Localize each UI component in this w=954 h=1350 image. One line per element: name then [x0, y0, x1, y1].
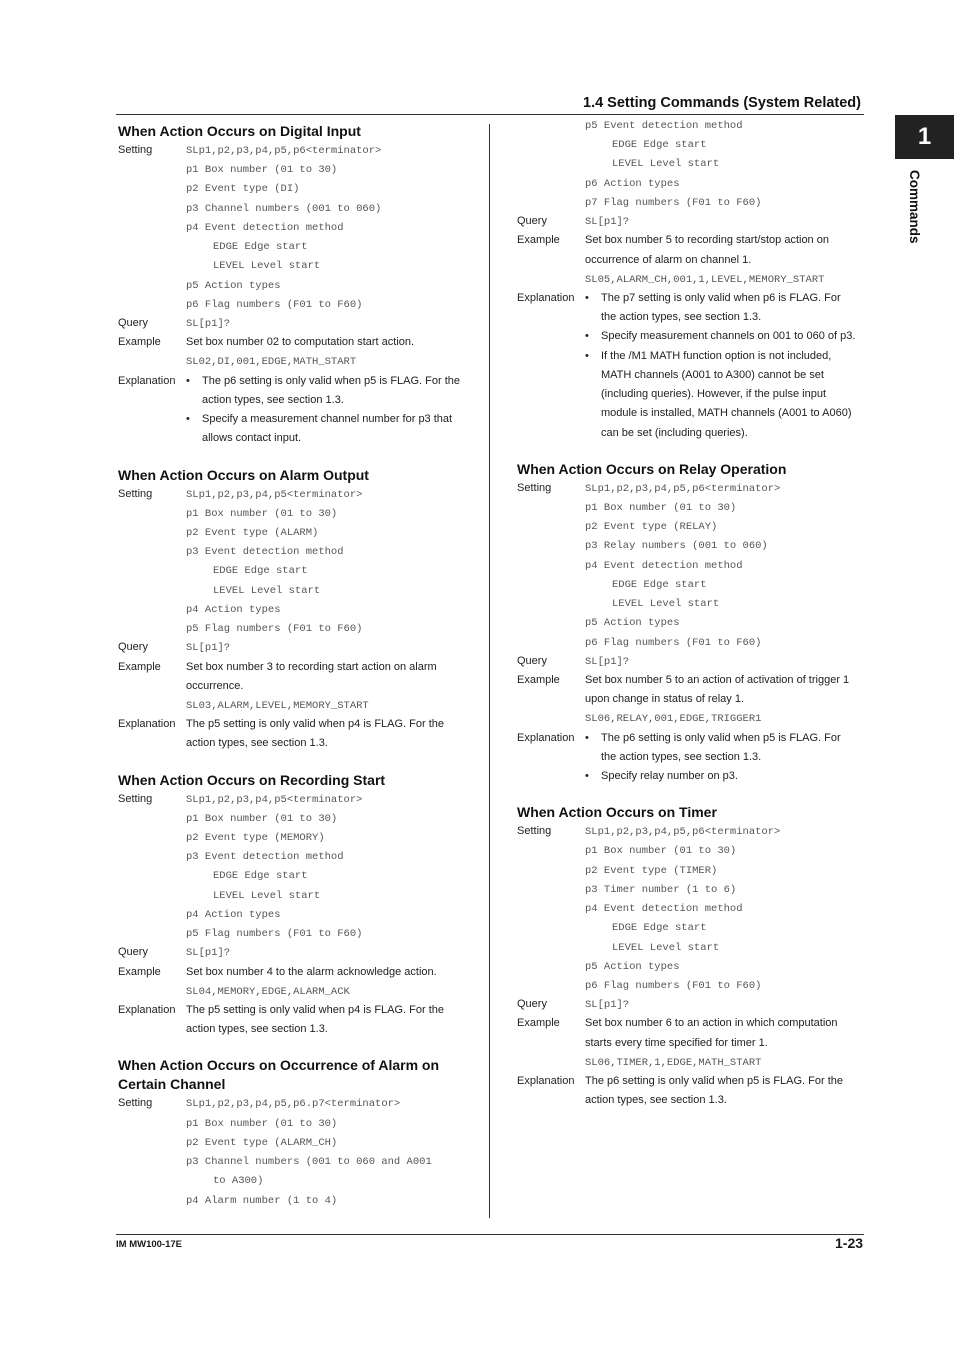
command-line: p2 Event type (RELAY): [585, 521, 718, 534]
command-line: p3 Channel numbers (001 to 060 and A001: [186, 1156, 432, 1169]
field-label-setting: Setting: [118, 792, 153, 805]
command-line: to A300): [213, 1175, 264, 1188]
bullet-text: Specify measurement channels on 001 to 060 of p3.: [601, 330, 856, 343]
command-line: LEVEL Level start: [213, 584, 321, 597]
command-line: EDGE Edge start: [612, 578, 707, 591]
command-line: SLp1,p2,p3,p4,p5,p6.p7<terminator>: [186, 1098, 401, 1111]
field-label-query: Query: [118, 316, 148, 329]
prose-text: The p5 setting is only valid when p4 is FLAG. For the: [186, 1004, 445, 1017]
command-line: EDGE Edge start: [213, 870, 308, 883]
prose-text: Set box number 4 to the alarm acknowledge action.: [186, 965, 437, 978]
command-line: p3 Event detection method: [186, 851, 344, 864]
command-line: EDGE Edge start: [213, 565, 308, 578]
command-line: SL06,RELAY,001,EDGE,TRIGGER1: [585, 713, 762, 726]
prose-text: The p5 setting is only valid when p4 is FLAG. For the: [186, 718, 445, 731]
command-line: p5 Flag numbers (F01 to F60): [186, 623, 363, 636]
page-number: 1-23: [835, 1235, 864, 1251]
command-line: EDGE Edge start: [612, 139, 707, 152]
bullet-marker: •: [585, 731, 589, 744]
section-title: Certain Channel: [118, 1076, 226, 1093]
command-line: p5 Action types: [186, 279, 281, 292]
bullet-text: the action types, see section 1.3.: [601, 311, 762, 324]
section-title: When Action Occurs on Digital Input: [118, 123, 361, 139]
field-label-example: Example: [118, 660, 161, 673]
command-line: LEVEL Level start: [612, 941, 720, 954]
prose-text: starts every time specified for timer 1.: [585, 1036, 768, 1049]
bullet-text: The p6 setting is only valid when p5 is FLAG. For the: [202, 374, 461, 387]
command-line: p6 Flag numbers (F01 to F60): [186, 298, 363, 311]
prose-text: occurrence.: [186, 679, 244, 692]
section-title: When Action Occurs on Recording Start: [118, 771, 386, 788]
command-line: SL[p1]?: [186, 317, 231, 330]
field-label-example: Example: [118, 336, 161, 349]
bullet-marker: •: [186, 413, 190, 426]
field-label-setting: Setting: [118, 144, 153, 156]
bullet-text: the action types, see section 1.3.: [601, 750, 762, 763]
command-line: SL06,TIMER,1,EDGE,MATH_START: [585, 1056, 762, 1069]
prose-text: Set box number 6 to an action in which computation: [585, 1017, 838, 1030]
command-line: LEVEL Level start: [213, 260, 321, 273]
header-rule: [116, 114, 864, 115]
bullet-text: (including queries). However, if the pulse input: [601, 388, 827, 401]
command-line: p2 Event type (TIMER): [585, 864, 718, 877]
command-line: p3 Channel numbers (001 to 060): [186, 202, 382, 215]
bullet-text: action types, see section 1.3.: [202, 393, 344, 406]
command-line: SLp1,p2,p3,p4,p5,p6<terminator>: [186, 145, 382, 157]
command-line: SLp1,p2,p3,p4,p5<terminator>: [186, 793, 363, 806]
command-line: LEVEL Level start: [612, 158, 720, 171]
field-label-query: Query: [517, 998, 547, 1011]
bullet-text: The p7 setting is only valid when p6 is FLAG. For: [601, 291, 841, 304]
command-line: p5 Action types: [585, 617, 680, 630]
field-label-explanation: Explanation: [517, 291, 575, 304]
command-line: p4 Event detection method: [186, 221, 344, 234]
field-label-query: Query: [118, 946, 148, 959]
command-line: p6 Flag numbers (F01 to F60): [585, 636, 762, 649]
section-title: When Action Occurs on Timer: [517, 804, 717, 821]
command-line: p1 Box number (01 to 30): [585, 845, 737, 858]
field-label-explanation: Explanation: [118, 374, 176, 387]
footer-rule: [116, 1234, 864, 1235]
command-line: SL[p1]?: [585, 216, 630, 229]
command-line: p3 Timer number (1 to 6): [585, 883, 737, 896]
command-line: p4 Action types: [186, 603, 281, 616]
command-line: SLp1,p2,p3,p4,p5,p6<terminator>: [585, 482, 781, 495]
prose-text: action types, see section 1.3.: [186, 1023, 328, 1036]
bullet-text: MATH channels (A001 to A300) cannot be set: [601, 368, 824, 381]
prose-text: Set box number 3 to recording start action on alarm: [186, 660, 437, 673]
prose-text: action types, see section 1.3.: [186, 737, 328, 750]
command-line: SL[p1]?: [186, 947, 231, 960]
command-line: SLp1,p2,p3,p4,p5<terminator>: [186, 488, 363, 501]
bullet-text: can be set (including queries).: [601, 426, 748, 439]
section-title: When Action Occurs on Relay Operation: [517, 460, 787, 477]
chapter-tab[interactable]: 1: [895, 115, 954, 159]
command-line: p3 Relay numbers (001 to 060): [585, 540, 768, 553]
field-label-setting: Setting: [517, 825, 552, 838]
command-line: p2 Event type (ALARM): [186, 526, 319, 539]
command-line: EDGE Edge start: [213, 241, 308, 254]
field-label-explanation: Explanation: [118, 1004, 176, 1017]
command-line: p5 Event detection method: [585, 120, 743, 132]
field-label-query: Query: [517, 215, 547, 228]
command-line: p1 Box number (01 to 30): [186, 1117, 338, 1130]
command-line: SL05,ALARM_CH,001,1,LEVEL,MEMORY_START: [585, 273, 825, 286]
command-line: p1 Box number (01 to 30): [186, 812, 338, 825]
command-line: p2 Event type (DI): [186, 183, 300, 196]
command-line: p5 Action types: [585, 960, 680, 973]
chapter-label: Commands: [907, 170, 922, 244]
command-line: p4 Event detection method: [585, 559, 743, 572]
command-line: p4 Event detection method: [585, 903, 743, 916]
field-label-explanation: Explanation: [517, 731, 575, 744]
command-line: p1 Box number (01 to 30): [186, 507, 338, 520]
section-title: When Action Occurs on Alarm Output: [118, 466, 369, 483]
command-line: p2 Event type (ALARM_CH): [186, 1136, 338, 1149]
bullet-text: module is installed, MATH channels (A001 to A060): [601, 407, 852, 420]
command-line: p1 Box number (01 to 30): [585, 501, 737, 514]
prose-text: Set box number 02 to computation start action.: [186, 336, 415, 349]
bullet-text: Specify relay number on p3.: [601, 770, 738, 783]
field-label-setting: Setting: [118, 1097, 153, 1110]
command-line: p3 Event detection method: [186, 546, 344, 559]
field-label-query: Query: [118, 641, 148, 654]
command-line: SL[p1]?: [585, 999, 630, 1012]
command-line: p6 Flag numbers (F01 to F60): [585, 980, 762, 993]
bullet-text: If the /M1 MATH function option is not included,: [601, 349, 832, 362]
command-line: SL02,DI,001,EDGE,MATH_START: [186, 356, 357, 369]
command-line: p7 Flag numbers (F01 to F60): [585, 196, 762, 209]
field-label-setting: Setting: [118, 487, 153, 500]
field-label-explanation: Explanation: [118, 718, 176, 731]
column-divider: [489, 124, 490, 1218]
bullet-marker: •: [186, 374, 190, 387]
bullet-text: The p6 setting is only valid when p5 is FLAG. For: [601, 731, 841, 744]
bullet-marker: •: [585, 770, 589, 783]
command-line: LEVEL Level start: [213, 889, 321, 902]
command-line: LEVEL Level start: [612, 598, 720, 611]
field-label-explanation: Explanation: [517, 1075, 575, 1088]
field-label-example: Example: [517, 234, 560, 247]
command-line: p4 Action types: [186, 908, 281, 921]
command-line: SL03,ALARM,LEVEL,MEMORY_START: [186, 699, 369, 712]
prose-text: The p6 setting is only valid when p5 is FLAG. For the: [585, 1075, 844, 1088]
prose-text: action types, see section 1.3.: [585, 1094, 727, 1107]
bullet-marker: •: [585, 330, 589, 343]
section-header-title: 1.4 Setting Commands (System Related): [583, 95, 861, 111]
command-line: p4 Alarm number (1 to 4): [186, 1194, 338, 1207]
bullet-text: Specify a measurement channel number for p3 that: [202, 413, 453, 426]
field-label-example: Example: [517, 673, 560, 686]
prose-text: occurrence of alarm on channel 1.: [585, 253, 752, 266]
command-line: p1 Box number (01 to 30): [186, 164, 338, 177]
section-title: When Action Occurs on Occurrence of Alarm on: [118, 1057, 440, 1074]
command-line: p5 Flag numbers (F01 to F60): [186, 928, 363, 941]
bullet-marker: •: [585, 291, 589, 304]
command-line: SL04,MEMORY,EDGE,ALARM_ACK: [186, 985, 350, 998]
command-line: SLp1,p2,p3,p4,p5,p6<terminator>: [585, 826, 781, 839]
bullet-marker: •: [585, 349, 589, 362]
command-line: SL[p1]?: [585, 655, 630, 668]
field-label-example: Example: [517, 1017, 560, 1030]
field-label-setting: Setting: [517, 481, 552, 494]
bullet-text: allows contact input.: [202, 432, 302, 445]
prose-text: upon change in status of relay 1.: [585, 693, 744, 706]
command-line: p6 Action types: [585, 177, 680, 190]
field-label-example: Example: [118, 965, 161, 978]
command-line: EDGE Edge start: [612, 922, 707, 935]
prose-text: Set box number 5 to an action of activation of trigger 1: [585, 673, 850, 686]
prose-text: Set box number 5 to recording start/stop action on: [585, 234, 829, 247]
manual-id: IM MW100-17E: [116, 1239, 182, 1250]
field-label-query: Query: [517, 654, 547, 667]
command-line: p2 Event type (MEMORY): [186, 832, 325, 845]
command-line: SL[p1]?: [186, 642, 231, 655]
